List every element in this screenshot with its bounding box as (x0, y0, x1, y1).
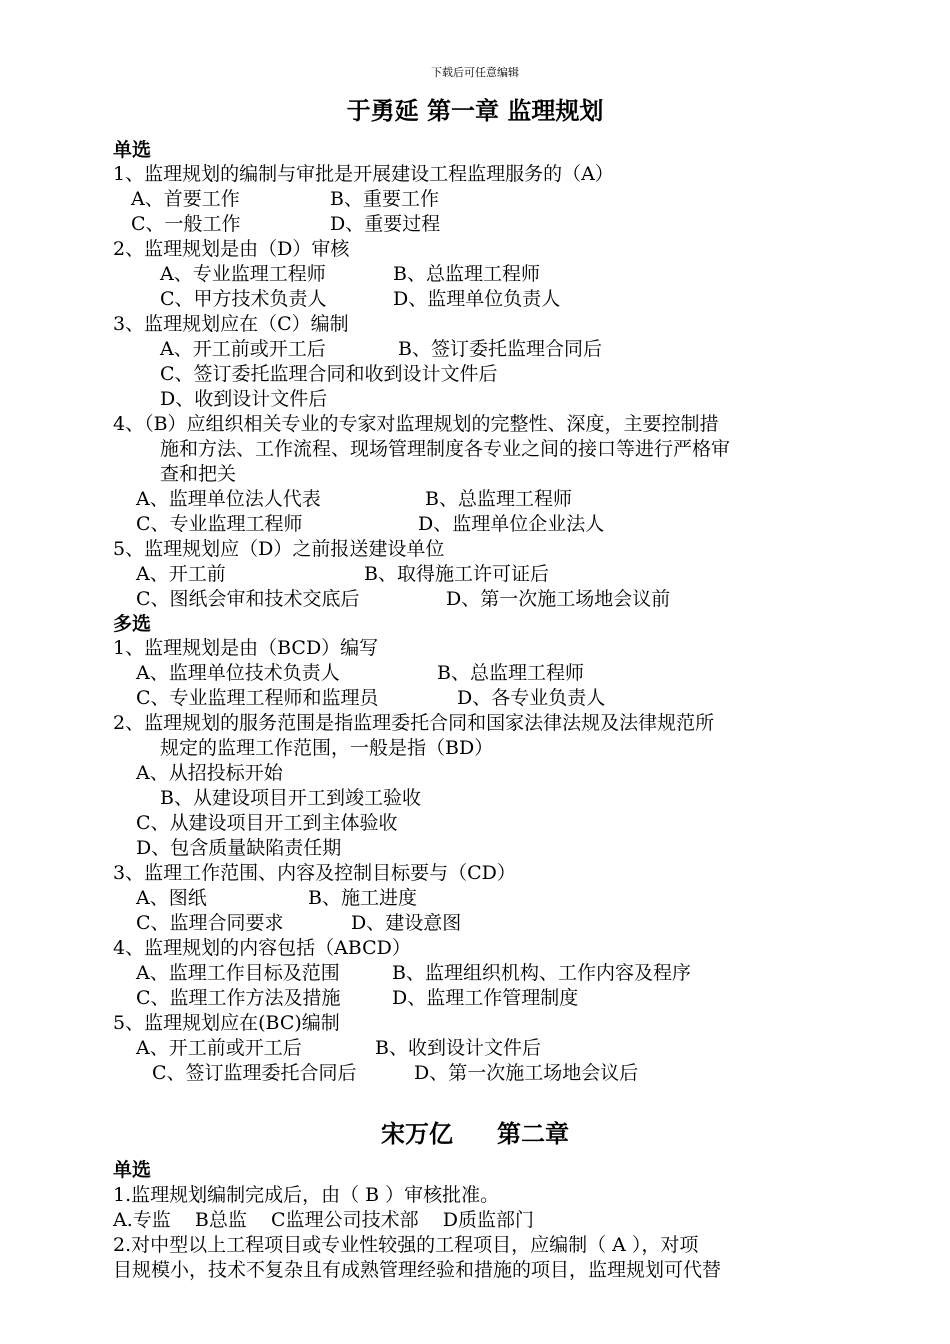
option-a: A、监理单位法人代表 (136, 488, 321, 510)
option-b: B、总监理工程师 (393, 263, 540, 285)
option-b: B、总监理工程师 (437, 662, 584, 684)
option-a: A、专业监理工程师 (160, 263, 326, 285)
option-c: C、监理合同要求 (136, 912, 284, 934)
option-a: A、开工前或开工后 (136, 1037, 302, 1059)
question-stem-line-1: 2.对中型以上工程项目或专业性较强的工程项目，应编制（ A ），对项 (113, 1234, 699, 1256)
question-options: A.专监 B总监 C监理公司技术部 D质监部门 (113, 1209, 534, 1231)
option-a: A、监理工作目标及范围 (136, 962, 340, 984)
option-c: C、签订委托监理合同和收到设计文件后 (160, 363, 498, 385)
option-a: A、图纸 (136, 887, 207, 909)
question-stem-line-3: 查和把关 (160, 463, 237, 485)
question-stem: 5、监理规划应在(BC)编制 (113, 1012, 340, 1034)
option-d: D、第一次施工场地会议后 (414, 1062, 639, 1084)
option-b: B、施工进度 (308, 887, 417, 909)
option-b: B、从建设项目开工到竣工验收 (160, 787, 421, 809)
option-b: B、总监理工程师 (425, 488, 572, 510)
option-c: C、从建设项目开工到主体验收 (136, 812, 398, 834)
chapter-2-number: 第二章 (497, 1119, 569, 1148)
option-c: C、专业监理工程师 (136, 513, 303, 535)
option-a: A、首要工作 (131, 188, 240, 210)
option-a: A、从招投标开始 (136, 762, 283, 784)
single-choice-label: 单选 (113, 1159, 152, 1181)
question-stem-line-1: 4、（B）应组织相关专业的专家对监理规划的完整性、深度，主要控制措 (113, 413, 719, 435)
option-c: C、专业监理工程师和监理员 (136, 687, 379, 709)
multi-choice-label: 多选 (113, 613, 152, 635)
question-stem-line-1: 2、监理规划的服务范围是指监理委托合同和国家法律法规及法律规范所 (113, 712, 715, 734)
question-stem: 1.监理规划编制完成后，由（ B ）审核批准。 (113, 1184, 500, 1206)
question-stem: 1、监理规划是由（BCD）编写 (113, 637, 379, 659)
question-stem: 4、监理规划的内容包括（ABCD） (113, 937, 411, 959)
option-c: C、签订监理委托合同后 (152, 1062, 357, 1084)
option-d: D、监理单位负责人 (393, 288, 561, 310)
option-d: D、收到设计文件后 (160, 388, 328, 410)
option-c: C、图纸会审和技术交底后 (136, 588, 360, 610)
single-choice-label: 单选 (113, 139, 152, 161)
option-a: A、监理单位技术负责人 (136, 662, 340, 684)
option-d: D、第一次施工场地会议前 (446, 588, 671, 610)
question-stem: 5、监理规划应（D）之前报送建设单位 (113, 538, 445, 560)
option-d: D、重要过程 (330, 213, 441, 235)
chapter-2-author: 宋万亿 (381, 1119, 453, 1148)
question-stem: 3、监理工作范围、内容及控制目标要与（CD） (113, 862, 516, 884)
option-d: D、建设意图 (351, 912, 462, 934)
option-c: C、一般工作 (131, 213, 241, 235)
option-d: D、各专业负责人 (457, 687, 606, 709)
question-stem: 1、监理规划的编制与审批是开展建设工程监理服务的（A） (113, 163, 614, 185)
question-stem-line-2: 规定的监理工作范围，一般是指（BD） (160, 737, 494, 759)
chapter-2-title (0, 1118, 950, 1150)
option-b: B、签订委托监理合同后 (398, 338, 602, 360)
option-c: C、监理工作方法及措施 (136, 987, 341, 1009)
option-d: D、包含质量缺陷责任期 (136, 837, 342, 859)
option-a: A、开工前或开工后 (160, 338, 326, 360)
chapter-1-title: 于勇延 第一章 监理规划 (346, 96, 604, 125)
option-b: B、取得施工许可证后 (364, 563, 549, 585)
watermark-text: 下载后可任意编辑 (431, 66, 519, 79)
option-b: B、收到设计文件后 (375, 1037, 541, 1059)
option-a: A、开工前 (136, 563, 226, 585)
question-stem: 2、监理规划是由（D）审核 (113, 238, 350, 260)
question-stem-line-2: 施和方法、工作流程、现场管理制度各专业之间的接口等进行严格审 (160, 438, 731, 460)
question-stem-line-2: 目规模小，技术不复杂且有成熟管理经验和措施的项目，监理规划可代替 (113, 1259, 722, 1281)
option-c: C、甲方技术负责人 (160, 288, 327, 310)
option-b: B、监理组织机构、工作内容及程序 (392, 962, 691, 984)
option-d: D、监理工作管理制度 (392, 987, 579, 1009)
option-d: D、监理单位企业法人 (418, 513, 605, 535)
option-b: B、重要工作 (330, 188, 439, 210)
question-stem: 3、监理规划应在（C）编制 (113, 313, 349, 335)
